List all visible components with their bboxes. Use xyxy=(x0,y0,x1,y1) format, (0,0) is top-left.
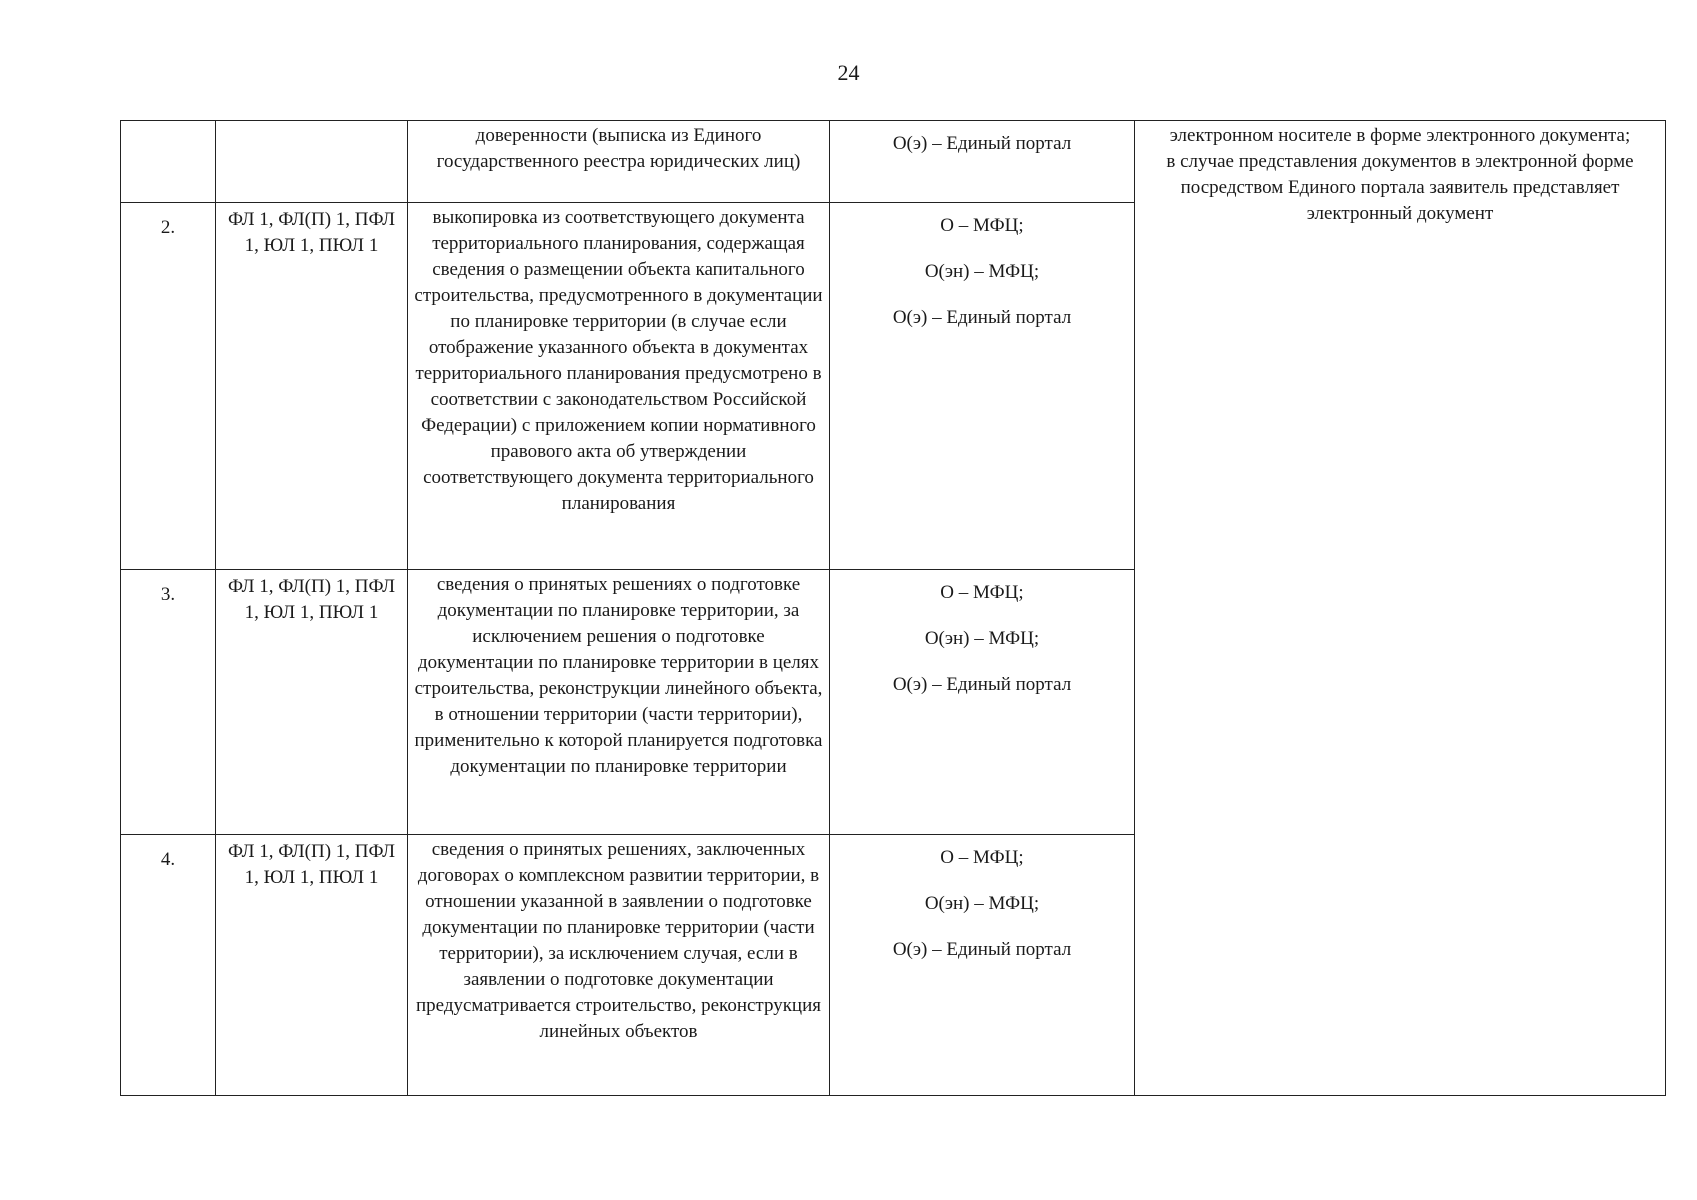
submission-method: О(э) – Единый портал xyxy=(892,307,1072,328)
submission-method: О(э) – Единый портал xyxy=(892,939,1072,960)
documents-table xyxy=(120,120,1666,1096)
row-number: 2. xyxy=(121,203,216,570)
submission-notes xyxy=(1135,121,1666,1096)
submission-method: О – МФЦ; xyxy=(940,582,1024,603)
applicant-category xyxy=(216,121,408,203)
row-number: 3. xyxy=(121,570,216,835)
submission-methods xyxy=(830,835,1135,1096)
document-name: выкопировка из соответствующего документа территориального планирования, содержащая сведения о размещении объекта капитального строительства, предусмотренного в документации по планировке территории (в случае если отображение указанного объекта в документах территориального планирования предусмотрено в соответствии с законодательством Российской Федерации) с приложением копии нормативного правового акта об утверждении соответствующего документа территориального планирования xyxy=(408,203,830,570)
submission-method: О(э) – Единый портал xyxy=(892,674,1072,695)
submission-method: О(эн) – МФЦ; xyxy=(924,628,1040,649)
submission-method: О – МФЦ; xyxy=(940,215,1024,236)
submission-method: О(э) – Единый портал xyxy=(892,133,1072,154)
applicant-category: ФЛ 1, ФЛ(П) 1, ПФЛ 1, ЮЛ 1, ПЮЛ 1 xyxy=(216,835,408,1096)
notes-text: электронном носителе в форме электронного документа; в случае представления документов в электронной форме посредством Единого портала заявитель представляет электронный документ xyxy=(1166,125,1634,224)
submission-methods xyxy=(830,570,1135,835)
submission-methods xyxy=(830,121,1135,203)
document-name: сведения о принятых решениях, заключенных договорах о комплексном развитии территории, в отношении указанной в заявлении о подготовке документации по планировке территории (части территории), за исключением случая, если в заявлении о подготовке документации предусматривается строительство, реконструкция линейных объектов xyxy=(408,835,830,1096)
submission-method: О – МФЦ; xyxy=(940,847,1024,868)
document-name: доверенности (выписка из Единого государственного реестра юридических лиц) xyxy=(408,121,830,203)
page-number: 24 xyxy=(837,60,860,85)
row-number xyxy=(121,121,216,203)
submission-methods xyxy=(830,203,1135,570)
submission-method: О(эн) – МФЦ; xyxy=(924,893,1040,914)
submission-method: О(эн) – МФЦ; xyxy=(924,261,1040,282)
document-name: сведения о принятых решениях о подготовке документации по планировке территории, за исключением решения о подготовке документации по планировке территории в целях строительства, реконструкции линейного объекта, в отношении территории (части территории), применительно к которой планируется подготовка документации по планировке территории xyxy=(408,570,830,835)
table-row xyxy=(121,121,1666,203)
row-number: 4. xyxy=(121,835,216,1096)
applicant-category: ФЛ 1, ФЛ(П) 1, ПФЛ 1, ЮЛ 1, ПЮЛ 1 xyxy=(216,570,408,835)
applicant-category: ФЛ 1, ФЛ(П) 1, ПФЛ 1, ЮЛ 1, ПЮЛ 1 xyxy=(216,203,408,570)
